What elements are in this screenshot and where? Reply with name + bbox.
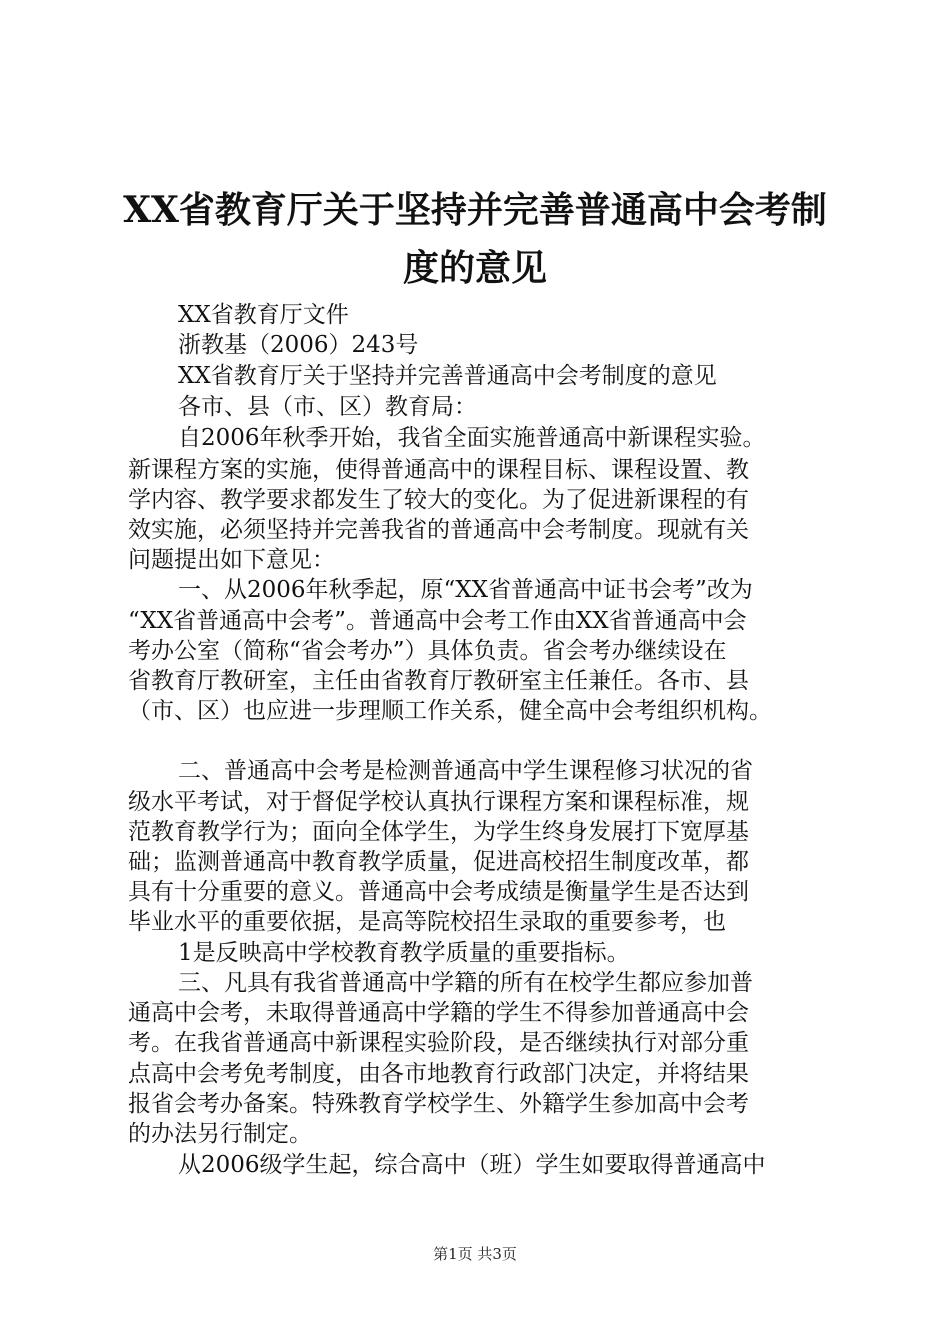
paragraph-line: 1是反映高中学校教育教学质量的重要指标。 <box>178 940 630 966</box>
paragraph-line: 考办公室（简称“省会考办”）具体负责。省会考办继续设在 <box>128 638 727 664</box>
document-subject: XX省教育厅关于坚持并完善普通高中会考制度的意见 <box>178 363 717 389</box>
paragraph-line: 具有十分重要的意义。普通高中会考成绩是衡量学生是否达到 <box>128 879 749 905</box>
paragraph-line: 础；监测普通高中教育教学质量，促进高校招生制度改革，都 <box>128 849 749 875</box>
paragraph-line: 考。在我省普通高中新课程实验阶段，是否继续执行对部分重 <box>128 1030 749 1056</box>
document-title-line-1: XX省教育厅关于坚持并完善普通高中会考制 <box>123 189 827 231</box>
paragraph-line: 效实施，必须坚持并完善我省的普通高中会考制度。现就有关 <box>128 517 749 543</box>
paragraph-line: “XX省普通高中会考”。普通高中会考工作由XX省普通高中会 <box>128 608 747 634</box>
document-number: 浙教基（2006）243号 <box>178 332 419 358</box>
paragraph-line: 二、普通高中会考是检测普通高中学生课程修习状况的省 <box>178 758 753 784</box>
paragraph-line: 新课程方案的实施，使得普通高中的课程目标、课程设置、教 <box>128 457 749 483</box>
salutation: 各市、县（市、区）教育局： <box>178 394 477 420</box>
paragraph-line: 学内容、教学要求都发生了较大的变化。为了促进新课程的有 <box>128 487 749 513</box>
paragraph-line: 的办法另行制定。 <box>128 1121 312 1147</box>
paragraph-line: 级水平考试，对于督促学校认真执行课程方案和课程标准，规 <box>128 789 749 815</box>
paragraph-line: 范教育教学行为；面向全体学生，为学生终身发展打下宽厚基 <box>128 819 749 845</box>
paragraph-line: 省教育厅教研室，主任由省教育厅教研室主任兼任。各市、县 <box>128 668 749 694</box>
paragraph-line: 点高中会考免考制度，由各市地教育行政部门决定，并将结果 <box>128 1061 749 1087</box>
paragraph-line: 一、从2006年秋季起，原“XX省普通高中证书会考”改为 <box>178 577 753 603</box>
paragraph-line: 从2006级学生起，综合高中（班）学生如要取得普通高中 <box>178 1152 766 1178</box>
issuer-line: XX省教育厅文件 <box>178 302 349 328</box>
page-number-footer: 第1页 共3页 <box>433 1245 517 1263</box>
paragraph-line: 毕业水平的重要依据，是高等院校招生录取的重要参考，也 <box>128 909 726 935</box>
paragraph-line: 通高中会考，未取得普通高中学籍的学生不得参加普通高中会 <box>128 1000 749 1026</box>
paragraph-line: 三、凡具有我省普通高中学籍的所有在校学生都应参加普 <box>178 970 753 996</box>
paragraph-line: 问题提出如下意见： <box>128 547 335 573</box>
paragraph-line: 报省会考办备案。特殊教育学校学生、外籍学生参加高中会考 <box>128 1091 749 1117</box>
paragraph-line: （市、区）也应进一步理顺工作关系，健全高中会考组织机构。 <box>128 698 772 724</box>
paragraph-line: 自2006年秋季开始，我省全面实施普通高中新课程实验。 <box>178 425 766 451</box>
document-title-line-2: 度的意见 <box>402 247 547 289</box>
